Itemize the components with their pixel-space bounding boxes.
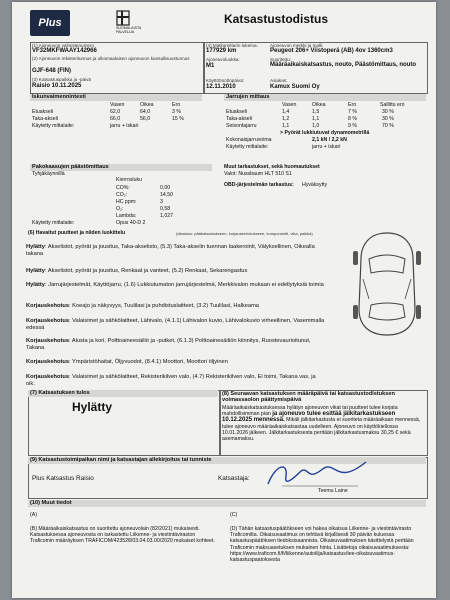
shock-col-left: Vasen	[110, 102, 125, 108]
shock-row-diff: 3 %	[172, 109, 181, 115]
place-label: (3) Katsastuspaikka ja -päivä	[32, 77, 91, 82]
brake-row-allowed: 30 %	[382, 116, 394, 122]
brake-row-name: Etuakseli	[226, 109, 248, 115]
odo-label: (4) Matkamittarin lukema:	[206, 43, 258, 48]
emission-hc-value: 3	[160, 199, 163, 205]
type-label: Suoritettu:	[270, 57, 291, 62]
obd-label: OBD-järjestelmän tarkastus:	[224, 182, 294, 188]
emission-sub: Tyhjäkäynnillä	[32, 171, 65, 177]
brake-total-label: Kokonaisjarruvoima	[226, 137, 272, 143]
shock-device: jarru + iskari	[110, 123, 139, 129]
emission-o2-value: 0,58	[160, 206, 171, 212]
brake-row-name: Taka-akseli	[226, 116, 252, 122]
shock-row-right: 64,0	[140, 109, 151, 115]
finding-item: Hylätty: Akselistot, pyörät ja jousitus, Renkaat ja vanteet, (5.2) Renkaat, Sekarengastus	[26, 268, 248, 274]
brake-row-name: Seisontajarru	[226, 123, 257, 129]
shock-row-name: Etuakseli	[32, 109, 54, 115]
shock-row-name: Taka-akseli	[32, 116, 58, 122]
other-checks-title: Muut tarkastukset, sekä huomautukset	[224, 164, 320, 170]
shock-row-left: 62,0	[110, 109, 121, 115]
shock-row-left: 66,0	[110, 116, 121, 122]
brake-row-allowed: 30 %	[382, 109, 394, 115]
customer-value: Kamux Suomi Oy	[270, 84, 320, 90]
vin-label: (1) Ajoneuvon valmistenumero	[32, 43, 95, 48]
odo-value: 177929 km	[206, 48, 237, 54]
make-label: Ajoneuvon merkki ja malli:	[270, 43, 324, 48]
shock-col-right: Oikea	[140, 102, 154, 108]
brake-total: 2,1 kN / 2,2 kN	[312, 137, 347, 143]
finding-item: Korjauskehotus: Ympäristöhaitat, Öljyvuodot, (8.4.1) Moottori, Moottori öljyinen	[26, 359, 228, 365]
emission-lambda-value: 1,027	[160, 213, 173, 219]
finding-item: Korjauskehotus: Koeajo ja näkyvyys, Tuulilasi ja puhdistuslaitteet, (3.2) Tuulilasi, Halkeama	[26, 303, 259, 309]
emission-hc-label: HC ppm:	[116, 199, 137, 205]
shock-row-diff: 15 %	[172, 116, 184, 122]
type-value: Määräaikaiskatsastus, nouto, Päästömittaus, nouto	[270, 62, 417, 68]
brake-row-diff: 9 %	[348, 123, 357, 129]
emission-o2-label: O₂:	[116, 206, 124, 212]
next-inspection-label: (8) Seuraavan katsastuksen määräpäivä tai katsastustodistuksen voimassaolon päättymispäivä	[222, 391, 395, 404]
place-value: Raisio 10.11.2025	[32, 83, 82, 89]
findings-header-legend: (vikataso: pääkatsastukseen, korjauskehotukseen, komponentti, vika, paikka)	[176, 231, 313, 236]
emission-co-value: 0,00	[160, 185, 171, 191]
brake-row-diff: 7 %	[348, 109, 357, 115]
signature-place: Plus Katsastus Raisio	[32, 475, 94, 482]
class-label: Ajoneuvoluokka:	[206, 57, 240, 62]
brake-test-title: Jarrujen mittaus	[224, 94, 426, 101]
result-box	[28, 390, 220, 456]
shock-device-label: Käytetty mittalaite:	[32, 123, 75, 129]
brake-col-right: Oikea	[312, 102, 326, 108]
vin-value: VF32MKFWAAY142966	[32, 48, 97, 54]
emission-title: Pakokaasujen päästömittaus	[30, 164, 212, 171]
inspector-name: Teemu Laine	[318, 488, 348, 494]
other-info-label: (10) Muut tiedot	[28, 500, 426, 507]
customer-label: Asiakas:	[270, 78, 288, 83]
finding-item: Korjauskehotus: Alusta ja kori, Polttoaineesäiliö ja -putket, (6.1.3) Polttoainesäiliön kiinnitys, Ruostevaurioitunut, Takana	[26, 338, 311, 351]
findings-header: (6) Havaitut puutteet ja niiden luokittelu	[28, 230, 126, 236]
brake-row-left: 1,2	[282, 116, 290, 122]
reg-label: (2) Ajoneuvon rekisteritunnus ja ulkomaalaisen ajoneuvon kansallisuustunnus	[32, 56, 190, 61]
finding-item: Hylätty: Jarrujärjestelmät, Käyttöjarru, (1.6) Lukkiutumaton jarrujärjestelmä, Merkkivalon mukaan ei edellytyksiä toimia	[26, 282, 324, 288]
emission-lambda-label: Lambda:	[116, 213, 137, 219]
brake-col-allowed: Sallittu ero	[380, 102, 405, 108]
shock-row-right: 56,0	[140, 116, 151, 122]
result-value: Hylätty	[72, 400, 113, 414]
emission-device: Opus 40-D 2	[116, 220, 146, 226]
emission-co-label: CO%:	[116, 185, 130, 191]
emission-co2-label: CO₂:	[116, 192, 128, 198]
shock-col-diff: Ero	[172, 102, 181, 108]
other-b-text: (B) Määräaikaiskatsastus on suoritettu ajoneuvolain (82/2021) mukaisesti. Katsastuksessa ajoneuvosta on tarkastettu Liikenne- ja viestintäviraston Traficomin määräyksen TRAFICOM/423528/03.04.03.00/2020 mukaiset kohteet.	[30, 526, 215, 545]
obd-value: Hyväksytty	[302, 182, 328, 188]
brake-col-left: Vasen	[282, 102, 297, 108]
brake-lock-note: > Pyörät lukkiutuvat dynamometrillä	[280, 130, 370, 136]
first-reg-label: Käyttöönottopäivä:	[206, 78, 245, 83]
make-value: Peugeot 206+ Viistoperä (AB) 4ov 1360cm3	[270, 48, 393, 54]
inspector-signature	[262, 458, 372, 492]
finding-item: Korjauskehotus: Valaisimet ja sähkölaitteet, Lähivalo, (4.1.1) Lähivalon kuvio, Lähivalokuvio virheellinen, Vasemmalla edessä	[26, 318, 325, 331]
inspection-certificate	[12, 2, 436, 598]
logo2-text: SUOMALAISTA PALVELUA	[116, 26, 142, 34]
result-label: (7) Katsastuksen tulos	[28, 390, 218, 397]
other-a: (A)	[30, 512, 37, 518]
class-value: M1	[206, 63, 215, 69]
plus-logo: Plus	[30, 10, 70, 36]
emission-speed-label: Kierrosluku	[116, 177, 142, 183]
document-title: Katsastustodistus	[224, 12, 329, 26]
first-reg-value: 12.11.2010	[206, 84, 236, 90]
shock-test-title: Iskunvaimennintesti	[30, 94, 202, 101]
brake-row-diff: 8 %	[348, 116, 357, 122]
other-c: (C)	[230, 512, 238, 518]
brake-device-label: Käytetty mittalaite:	[226, 144, 269, 150]
brake-row-left: 1,1	[282, 123, 290, 129]
car-diagram	[349, 229, 425, 339]
finding-item: Korjauskehotus: Valaisimet ja sähkölaitteet, Rekisterikilven valo, (4.7) Rekisterikilven valo, Ei toimi, Takana vas. ja oik.	[26, 374, 316, 387]
reg-value: GJF-648 (FIN)	[32, 68, 72, 74]
brake-row-allowed: 70 %	[382, 123, 394, 129]
finding-item: Hylätty: Akselistot, pyörät ja jousitus, Taka-akselisto, (5.3) Taka-akselin tuennan laakerointi, Välyksellinen, Oikealla takana	[26, 244, 315, 257]
other-d-text: (D) Tähän katsastuspäätökseen voi hakea oikaisua Liikenne- ja viestintävirasto Traficomilta. Oikaisuvaatimus on tehtävä kirjallisesti 30 päivän kuluessa katsastuspäätöksen tiedoksisaannista. Oikaisuvaatimuksen käsittelystä peritään Traficomin maksuasetuksen mukainen hinta. Lisätietoja oikaisuvaatimuksesta: https://www.traficom.fi/fi/liikenne/autoilija/katsastus/tee-oikaisuvaatimus-katsastuspaatoksesta	[230, 526, 414, 564]
brake-device: jarru + iskari	[312, 144, 341, 150]
brake-row-left: 1,4	[282, 109, 290, 115]
brake-row-right: 1,5	[312, 109, 320, 115]
inspector-label: Katsastaja:	[218, 475, 250, 482]
light-device: Valot: Nussbaum HLT 510 S1	[224, 171, 292, 177]
brake-col-diff: Ero	[348, 102, 357, 108]
emission-device-label: Käytetty mittalaite:	[32, 220, 75, 226]
brake-row-right: 1,1	[312, 116, 320, 122]
brake-row-right: 1,0	[312, 123, 320, 129]
signature-label: (9) Katsastustoimipaikan nimi ja katsastajan allekirjoitus tai tunniste	[28, 457, 426, 464]
next-inspection-text: Määräaikaiskatsastuksessa hylätyn ajoneuvon vikat tai puutteet tulee korjata mahdollisimman pian ja ajoneuvo tulee esittää jälkitarkastukseen 10.12.2025 mennessä. Mikäli jälkitarkastusta ei suoriteta määräaikaan mennessä, tulee ajoneuvo määräaikaiskatsastaa uudelleen. Ajoneuvo on käyttökiellossa 10.01.2026 jälkeen. Jälkitarkastuksesta peritään jälkitarkastusmaksu 30,25 € sekä asemamaksu.	[222, 405, 421, 443]
emission-co2-value: 14,50	[160, 192, 173, 198]
